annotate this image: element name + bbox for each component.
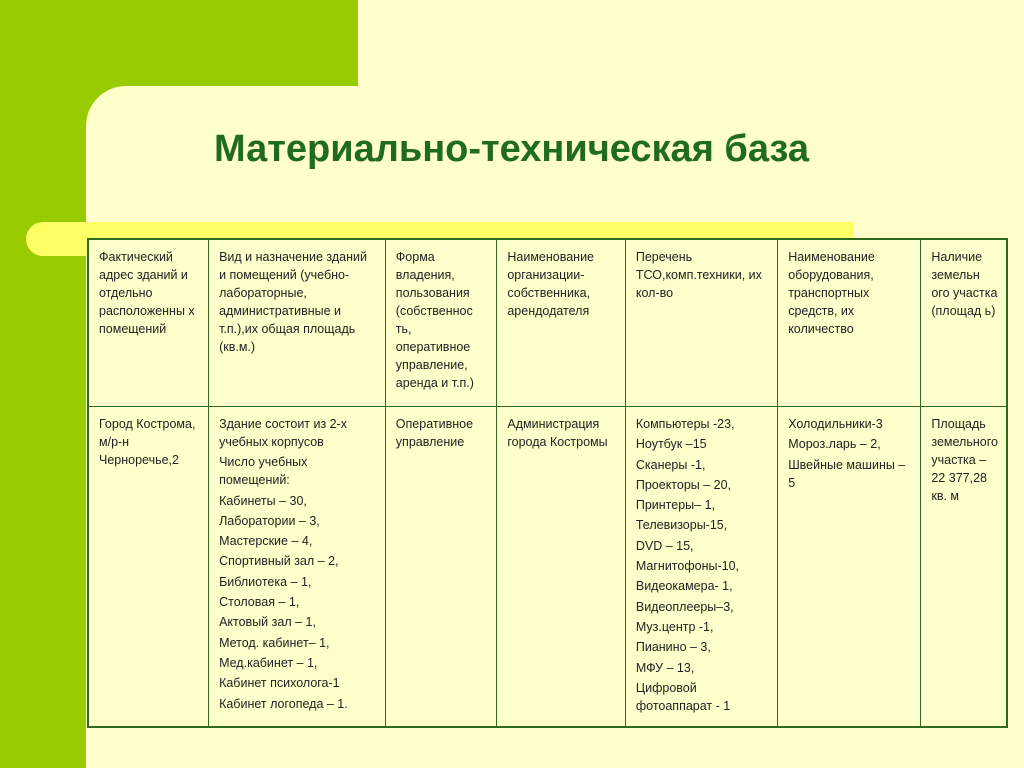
- cell-land: [921, 407, 1007, 727]
- cell-line: Кабинет психолога-1: [219, 676, 340, 691]
- cell-line: Город Кострома, м/р-н Черноречье,2: [99, 417, 196, 467]
- cell-line: Ноутбук –15: [635, 437, 707, 452]
- cell-owner: [497, 407, 626, 727]
- cell-line: Лаборатории – 3,: [219, 513, 320, 528]
- cell-tech: [625, 407, 777, 727]
- cell-line: Оперативное управление: [395, 417, 474, 449]
- cell-line: Библиотека – 1,: [219, 574, 312, 589]
- cell-address: [88, 407, 209, 727]
- cell-line: Видеокамера- 1,: [635, 579, 733, 594]
- cell-line: Администрация города Костромы: [507, 417, 608, 449]
- cell-line: Видеоплееры–3,: [635, 599, 734, 614]
- table-header-row: [88, 239, 1007, 407]
- cell-line: Здание состоит из 2-х учебных корпусов: [219, 417, 348, 449]
- cell-line: Спортивный зал – 2,: [219, 554, 339, 569]
- slide-title: Материально-техническая база: [214, 128, 810, 170]
- header-ownership: Форма владения, пользования (собственнос ть, оперативное управление, аренда и т.п.): [385, 239, 497, 407]
- decor-band-left: [0, 0, 86, 768]
- cell-line: Актовый зал – 1,: [219, 615, 316, 630]
- cell-line: DVD – 15,: [635, 538, 694, 553]
- facilities-table: [87, 238, 1008, 728]
- table-row: [88, 407, 1007, 727]
- cell-line: Мед.кабинет – 1,: [219, 655, 318, 670]
- header-address: Фактический адрес зданий и отдельно расположенны х помещений: [88, 239, 209, 407]
- cell-buildings: [209, 407, 386, 727]
- cell-line: МФУ – 13,: [635, 660, 695, 675]
- header-buildings: Вид и назначение зданий и помещений (учебно-лабораторные, административные и т.п.),их общая площадь (кв.м.): [209, 239, 386, 407]
- cell-line: Компьютеры -23,: [635, 417, 735, 431]
- cell-line: Метод. кабинет– 1,: [219, 635, 330, 650]
- header-land: Наличие земельн ого участка (площад ь): [921, 239, 1007, 407]
- cell-line: Пианино – 3,: [635, 640, 711, 655]
- cell-line: Кабинеты – 30,: [219, 493, 307, 508]
- cell-line: Проекторы – 20,: [635, 477, 732, 492]
- header-equipment: Наименование оборудования, транспортных средств, их количество: [778, 239, 921, 407]
- header-owner: Наименование организации-собственника, арендодателя: [497, 239, 626, 407]
- header-tech: Перечень ТСО,комп.техники, их кол-во: [625, 239, 777, 407]
- decor-band-top: [0, 0, 358, 86]
- cell-line: Мороз.ларь – 2,: [788, 437, 881, 452]
- cell-line: Число учебных помещений:: [219, 455, 308, 488]
- cell-line: Мастерские – 4,: [219, 534, 313, 549]
- cell-line: Кабинет логопеда – 1.: [219, 696, 348, 711]
- cell-line: Цифровой фотоаппарат - 1: [635, 680, 731, 713]
- cell-line: Швейные машины – 5: [788, 457, 906, 490]
- cell-line: Столовая – 1,: [219, 595, 300, 610]
- cell-line: Площадь земельного участка – 22 377,28 кв. м: [931, 417, 998, 503]
- cell-line: Муз.центр -1,: [635, 619, 714, 634]
- cell-line: Сканеры -1,: [635, 457, 706, 472]
- cell-line: Магнитофоны-10,: [635, 559, 740, 574]
- cell-ownership: [385, 407, 497, 727]
- cell-line: Холодильники-3: [788, 417, 883, 431]
- cell-line: Принтеры– 1,: [635, 498, 716, 513]
- cell-equipment: [778, 407, 921, 727]
- cell-line: Телевизоры-15,: [635, 518, 728, 533]
